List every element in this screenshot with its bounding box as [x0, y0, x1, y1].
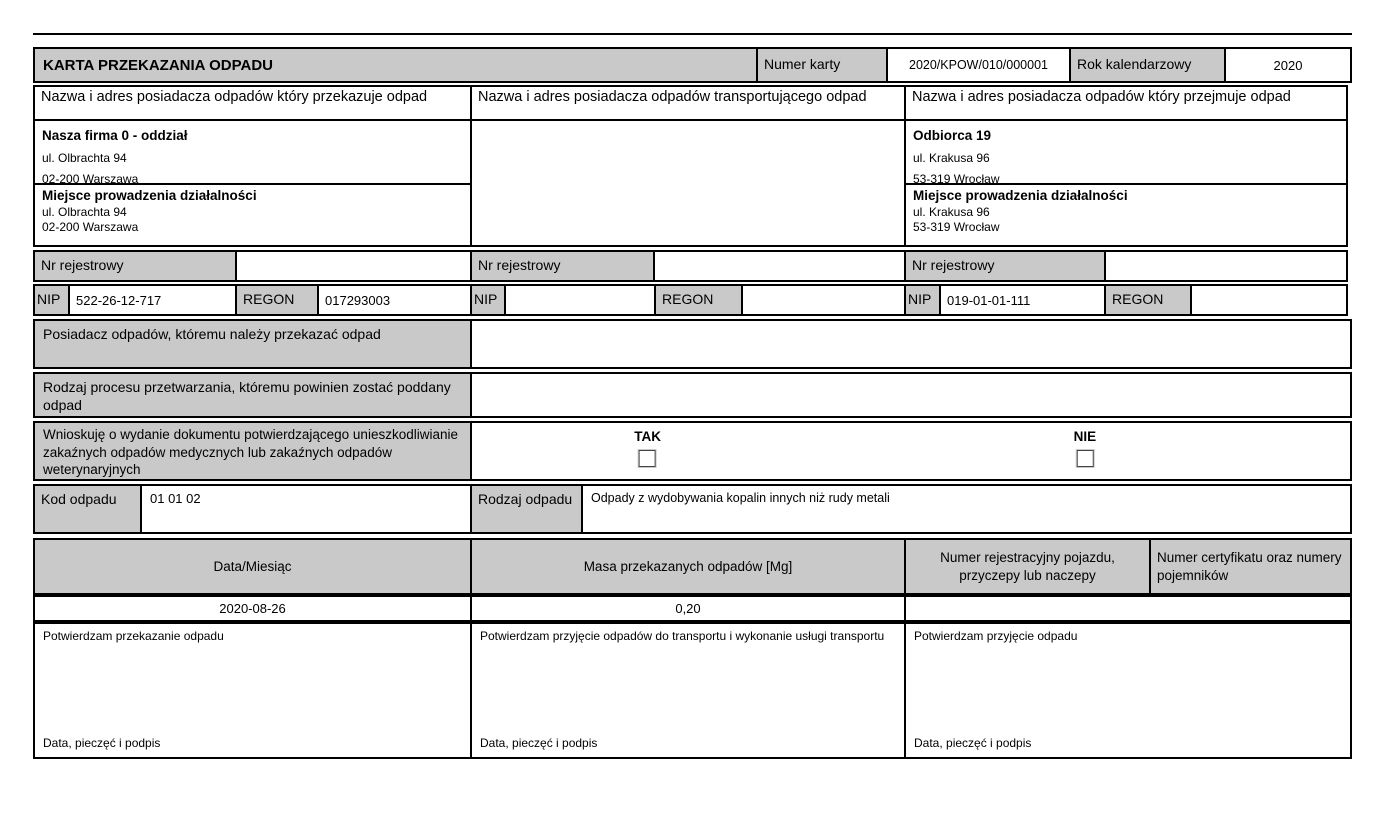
designated-holder-label: Posiadacz odpadów, któremu należy przekazać odpad	[33, 319, 472, 369]
processing-type-row	[33, 372, 1352, 418]
receiver-nip-value: 019-01-01-111	[939, 284, 1106, 316]
confirmation-request-label: Wnioskuję o wydanie dokumentu potwierdzającego unieszkodliwianie zakaźnych odpadów medycznych lub zakaźnych odpadów weterynaryjnych	[33, 421, 472, 481]
designated-holder-value	[470, 319, 1352, 369]
transferor-regon-value: 017293003	[317, 284, 472, 316]
receiver-address-box	[904, 119, 1348, 185]
transporter-registry-label: Nr rejestrowy	[470, 250, 655, 282]
transferor-address-box	[33, 119, 472, 185]
transporter-column	[470, 85, 906, 247]
signature-row	[33, 622, 1352, 759]
transferor-registry-value	[235, 250, 472, 282]
no-option	[1074, 429, 1097, 472]
receiver-place-line2: 53-319 Wrocław	[913, 219, 1000, 234]
transferor-name: Nasza firma 0 - oddział	[42, 128, 188, 143]
receiver-place-line1: ul. Krakusa 96	[913, 204, 990, 219]
transporter-regon-value	[741, 284, 906, 316]
receiver-header: Nazwa i adres posiadacza odpadów który przejmuje odpad	[904, 85, 1348, 121]
waste-type-value: Odpady z wydobywania kopalin innych niż rudy metali	[581, 484, 1352, 534]
yes-label: TAK	[634, 429, 661, 444]
column-header-certificate: Numer certyfikatu oraz numery pojemników	[1149, 538, 1352, 595]
yes-option	[634, 429, 661, 472]
title-row	[33, 47, 1352, 83]
transporter-header: Nazwa i adres posiadacza odpadów transportującego odpad	[470, 85, 906, 121]
nip-regon-row	[33, 284, 1352, 316]
transfer-mass-value: 0,20	[470, 595, 906, 622]
transferor-regon-label: REGON	[235, 284, 319, 316]
receiver-regon-label: REGON	[1104, 284, 1192, 316]
transferor-place-line2: 02-200 Warszawa	[42, 219, 139, 234]
receiver-registry-label: Nr rejestrowy	[904, 250, 1106, 282]
transferor-column	[33, 85, 472, 247]
receiver-confirmation-text: Potwierdzam przyjęcie odpadu	[914, 629, 1078, 643]
transfer-table-data-row	[33, 595, 1352, 622]
transferor-address-line2: 02-200 Warszawa	[42, 171, 139, 185]
transporter-nip-value	[504, 284, 656, 316]
parties-block	[33, 85, 1352, 247]
confirmation-request-row	[33, 421, 1352, 481]
transporter-regon-label: REGON	[654, 284, 743, 316]
transferor-signature-line: Data, pieczęć i podpis	[43, 736, 161, 751]
calendar-year-label: Rok kalendarzowy	[1069, 47, 1226, 83]
waste-code-row	[33, 484, 1352, 534]
waste-code-label: Kod odpadu	[33, 484, 142, 534]
transporter-registry-value	[653, 250, 906, 282]
transferor-nip-label: NIP	[33, 284, 70, 316]
column-header-mass: Masa przekazanych odpadów [Mg]	[470, 538, 906, 595]
card-number-label: Numer karty	[756, 47, 888, 83]
transfer-table-header	[33, 538, 1352, 595]
yes-checkbox[interactable]	[639, 450, 656, 467]
transferor-place-label: Miejsce prowadzenia działalności	[42, 188, 257, 203]
processing-type-value	[470, 372, 1352, 418]
column-header-date: Data/Miesiąc	[33, 538, 472, 595]
receiver-regon-value	[1190, 284, 1348, 316]
waste-type-label: Rodzaj odpadu	[470, 484, 583, 534]
receiver-address-line2: 53-319 Wrocław	[913, 171, 1000, 185]
transporter-signature-cell	[470, 622, 906, 759]
registry-number-row	[33, 250, 1352, 282]
card-number-value: 2020/KPOW/010/000001	[886, 47, 1071, 83]
confirmation-options-cell	[470, 421, 1352, 481]
transferor-registry-label: Nr rejestrowy	[33, 250, 237, 282]
transporter-signature-line: Data, pieczęć i podpis	[480, 736, 598, 751]
receiver-signature-cell	[904, 622, 1352, 759]
receiver-name: Odbiorca 19	[913, 128, 992, 143]
receiver-address-line1: ul. Krakusa 96	[913, 150, 990, 165]
waste-code-value: 01 01 02	[140, 484, 472, 534]
transferor-nip-value: 522-26-12-717	[68, 284, 237, 316]
column-header-vehicle: Numer rejestracyjny pojazdu, przyczepy lub naczepy	[904, 538, 1151, 595]
processing-type-label: Rodzaj procesu przetwarzania, któremu powinien zostać poddany odpad	[33, 372, 472, 418]
receiver-place-label: Miejsce prowadzenia działalności	[913, 188, 1128, 203]
transporter-address-box	[470, 119, 906, 247]
page-title: KARTA PRZEKAZANIA ODPADU	[33, 47, 758, 83]
transferor-place-line1: ul. Olbrachta 94	[42, 204, 127, 219]
transfer-vehicle-certificate-value	[904, 595, 1352, 622]
transferor-signature-cell	[33, 622, 472, 759]
waste-transfer-card	[33, 47, 1352, 759]
transporter-nip-label: NIP	[470, 284, 506, 316]
receiver-nip-label: NIP	[904, 284, 941, 316]
top-rule	[33, 33, 1352, 35]
designated-holder-row	[33, 319, 1352, 369]
receiver-signature-line: Data, pieczęć i podpis	[914, 736, 1032, 751]
transferor-place-box	[33, 183, 472, 247]
receiver-place-box	[904, 183, 1348, 247]
receiver-column	[904, 85, 1348, 247]
transporter-confirmation-text: Potwierdzam przyjęcie odpadów do transportu i wykonanie usługi transportu	[480, 629, 885, 643]
transferor-header: Nazwa i adres posiadacza odpadów który przekazuje odpad	[33, 85, 472, 121]
transferor-confirmation-text: Potwierdzam przekazanie odpadu	[43, 629, 224, 643]
calendar-year-value: 2020	[1224, 47, 1352, 83]
transfer-date-value: 2020-08-26	[33, 595, 472, 622]
receiver-registry-value	[1104, 250, 1348, 282]
no-checkbox[interactable]	[1076, 450, 1093, 467]
transferor-address-line1: ul. Olbrachta 94	[42, 150, 127, 165]
no-label: NIE	[1073, 429, 1097, 444]
